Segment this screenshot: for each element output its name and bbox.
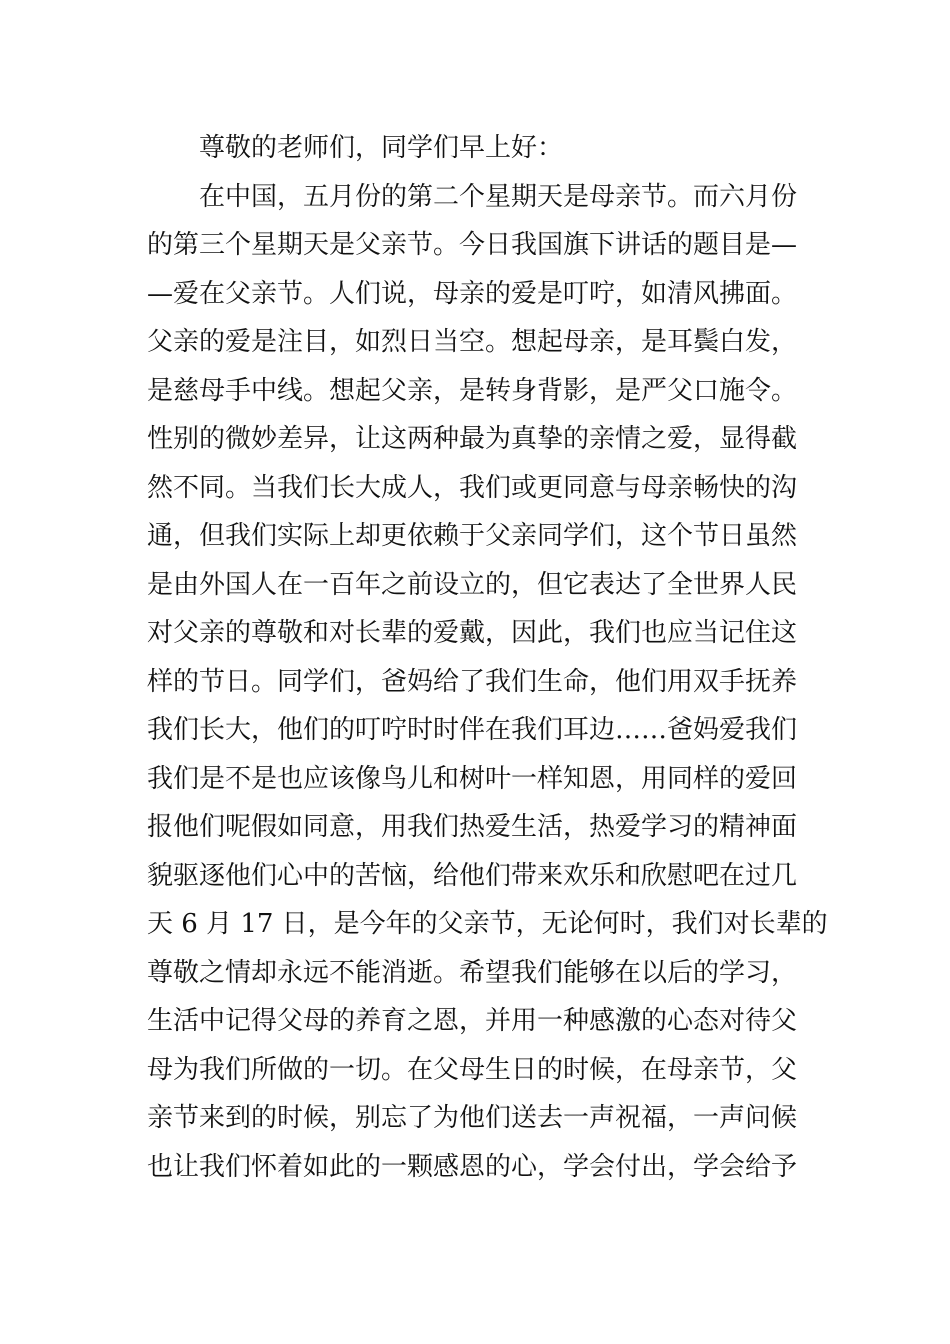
text-line: 的第三个星期天是父亲节。今日我国旗下讲话的题目是— xyxy=(147,230,798,260)
text-line: 是由外国人在一百年之前设立的，但它表达了全世界人民 xyxy=(147,569,798,600)
text-line: 对父亲的尊敬和对长辈的爱戴，因此，我们也应当记住这 xyxy=(147,618,798,648)
text-line: 样的节日。同学们，爸妈给了我们生命，他们用双手抚养 xyxy=(147,666,798,697)
text-line: 我们长大，他们的叮咛时时伴在我们耳边……爸妈爱我们 xyxy=(147,715,798,745)
text-line: 然不同。当我们长大成人，我们或更同意与母亲畅快的沟 xyxy=(147,472,798,503)
text-line: 尊敬之情却永远不能消逝。希望我们能够在以后的学习， xyxy=(147,957,798,988)
text-line: 是慈母手中线。想起父亲，是转身背影，是严父口施令。 xyxy=(147,375,798,406)
text-line: 母为我们所做的一切。在父母生日的时候，在母亲节，父 xyxy=(147,1054,798,1085)
speech-body xyxy=(147,128,827,1195)
text-line: 在中国，五月份的第二个星期天是母亲节。而六月份 xyxy=(199,181,798,212)
text-line: 我们是不是也应该像鸟儿和树叶一样知恩，用同样的爱回 xyxy=(147,763,798,794)
text-line: 通，但我们实际上却更依赖于父亲同学们，这个节日虽然 xyxy=(147,521,798,551)
text-line: 天 6 月 17 日，是今年的父亲节，无论何时，我们对长辈的 xyxy=(147,909,828,939)
text-line: 亲节来到的时候，别忘了为他们送去一声祝福，一声问候 xyxy=(147,1103,798,1133)
text-line: 生活中记得父母的养育之恩，并用一种感激的心态对待父 xyxy=(147,1006,798,1036)
text-line: 父亲的爱是注目，如烈日当空。想起母亲，是耳鬓白发， xyxy=(147,327,798,357)
text-line: 貌驱逐他们心中的苦恼，给他们带来欢乐和欣慰吧在过几 xyxy=(147,860,798,891)
text-line: —爱在父亲节。人们说，母亲的爱是叮咛，如清风拂面。 xyxy=(147,278,798,309)
greeting-line: 尊敬的老师们，同学们早上好： xyxy=(199,133,564,163)
text-line: 也让我们怀着如此的一颗感恩的心，学会付出，学会给予 xyxy=(147,1151,798,1182)
text-line: 性别的微妙差异，让这两种最为真挚的亲情之爱，显得截 xyxy=(147,424,798,454)
text-line: 报他们呢假如同意，用我们热爱生活，热爱学习的精神面 xyxy=(147,812,798,842)
